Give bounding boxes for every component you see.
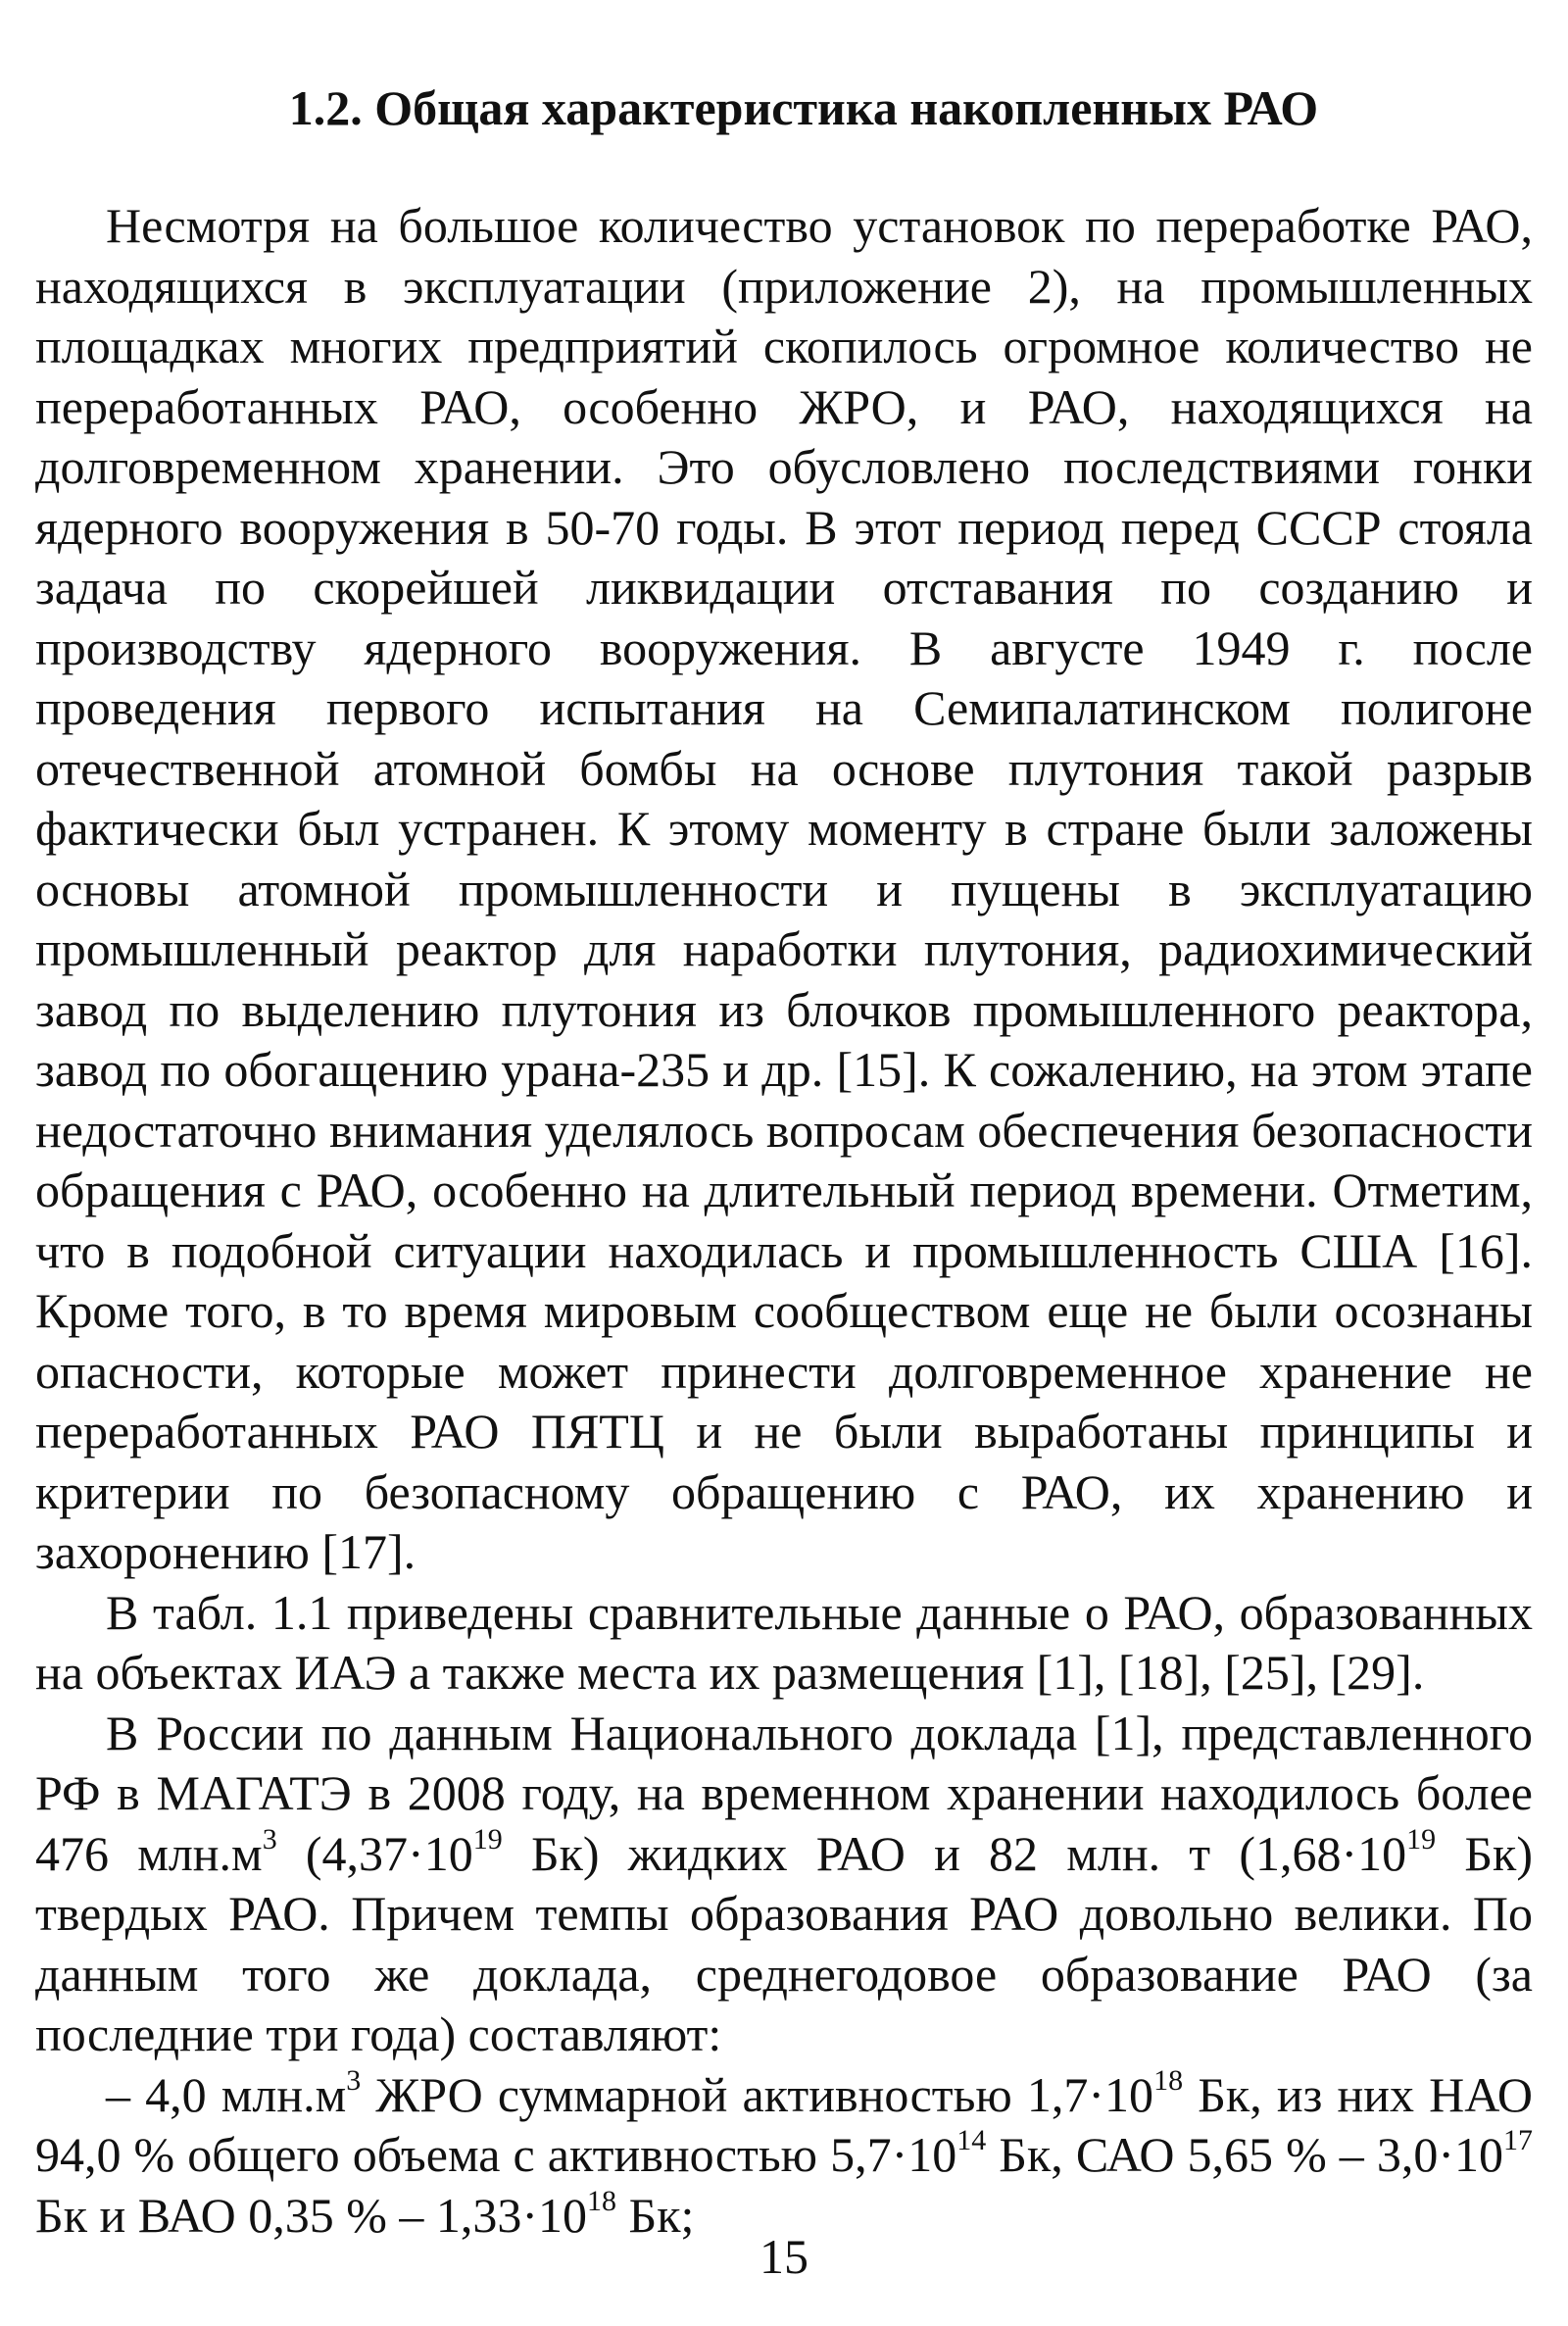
paragraph-4-list-item [35,2065,1533,2247]
paragraph-4-text: Бк и ВАО 0,35 % – 1,33·10 [35,2187,587,2243]
superscript: 19 [1406,1822,1437,1856]
paragraph-3-text: В России по данным Национального доклада [1], представленного РФ в МАГАТЭ в 2008 году, на временном хранении находилось более 476 млн.м [35,1705,1533,1881]
superscript: 19 [472,1822,503,1856]
paragraph-4-text: – 4,0 млн.м [106,2066,347,2122]
superscript: 14 [956,2124,987,2156]
superscript: 3 [346,2063,362,2097]
paragraph-1: Несмотря на большое количество установок по переработке РАО, находящихся в эксплуатации (приложение 2), на промышленных площадках многих предприятий скопилось огромное количество не переработанных РАО, особенно ЖРО, и РАО, находящихся на долговременном хранении. Это обусловлено последствиями гонки ядерного вооружения в 50-70 годы. В этот период перед СССР стояла задача по скорейшей ликвидации отставания по созданию и производству ядерного вооружения. В августе 1949 г. после проведения первого испытания на Семипалатинском полигоне отечественной атомной бомбы на основе плутония такой разрыв фактически был устранен. К этому моменту в стране были заложены основы атомной промышленности и пущены в эксплуатацию промышленный реактор для наработки плутония, радиохимический завод по выделению плутония из блочков промышленного реактора, завод по обогащению урана-235 и др. [15]. К сожалению, на этом этапе недостаточно внимания уделялось вопросам обеспечения безопасности обращения с РАО, особенно на длительный период времени. Отметим, что в подобной ситуации находилась и промышленность США [16]. Кроме того, в то время мировым сообществом еще не были осознаны опасности, которые может принести долговременное хранение не переработанных РАО ПЯТЦ и не были выработаны принципы и критерии по безопасному обращению с РАО, их хранению и захоронению [17]. [35,198,1533,1579]
superscript: 17 [1503,2124,1533,2156]
paragraph-3 [35,1704,1533,2065]
superscript: 18 [587,2184,616,2217]
paragraph-2: В табл. 1.1 приведены сравнительные данные о РАО, образованных на объектах ИАЭ а также места их размещения [1], [18], [25], [29]. [35,1584,1533,1700]
paragraph-4-text: ЖРО суммарной активностью 1,7·10 [361,2066,1154,2122]
paragraph-4-text: Бк; [616,2187,695,2243]
paragraph-3-text: Бк) твердых РАО. Причем темпы образования РАО довольно велики. По данным того же доклада, среднегодовое образование РАО (за последние три года) составляют: [35,1825,1533,2061]
section-heading: 1.2. Общая характеристика накопленных РАО [288,80,1319,135]
page-number: 15 [760,2229,808,2284]
superscript: 18 [1153,2063,1184,2097]
superscript: 3 [262,1822,277,1856]
paragraph-3-text: Бк) жидких РАО и 82 млн. т (1,68·10 [502,1825,1407,1881]
paragraph-3-text: (4,37·10 [276,1825,473,1881]
paragraph-4-text: Бк, из них НАО 94,0 % общего объема с активностью 5,7·10 [35,2066,1533,2182]
paragraph-4-text: Бк, САО 5,65 % – 3,0·10 [986,2127,1503,2182]
